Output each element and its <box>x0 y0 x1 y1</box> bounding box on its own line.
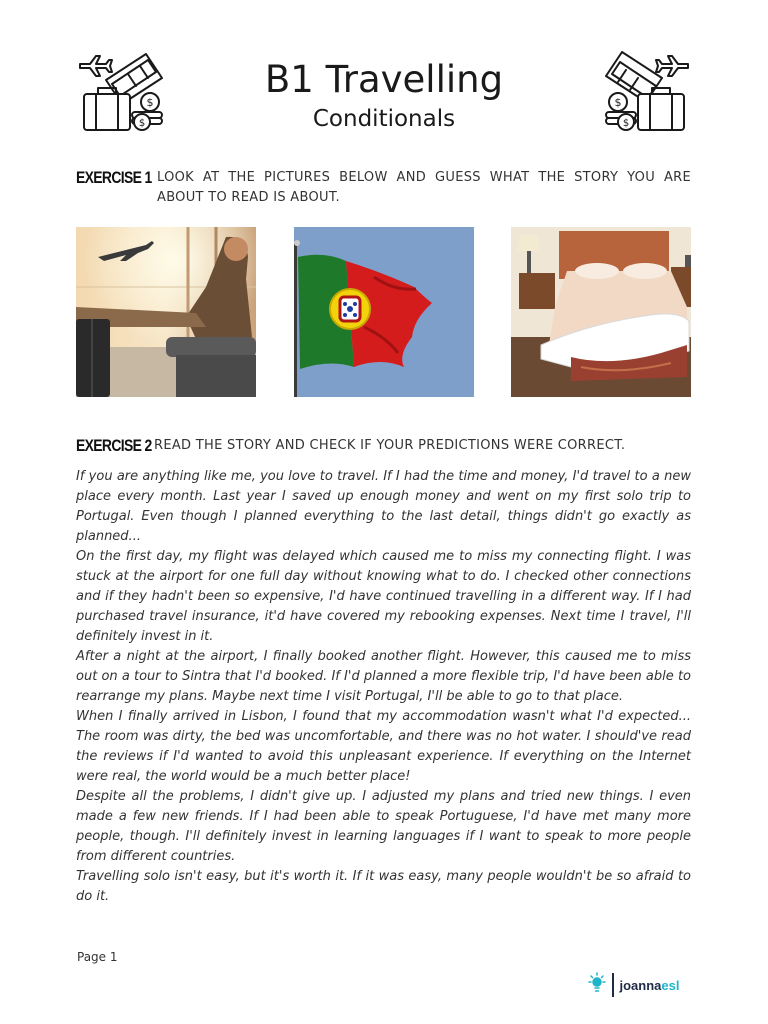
exercise-2-instruction: READ THE STORY AND CHECK IF YOUR PREDICTIONS WERE CORRECT. <box>154 438 626 453</box>
story-paragraph: On the first day, my flight was delayed which caused me to miss my connecting flight. I was stuck at the airport for one full day without knowing what to do. I checked other connections and if they hadn't been so expensive, I'd have continued travelling in a different way. If I had purchased travel insurance, it'd have covered my rebooking expenses. Next time I travel, I'll definitely invest in it. <box>76 549 691 644</box>
page-subtitle: Conditionals <box>312 106 456 132</box>
messy-hotel-bed-photo <box>511 227 691 397</box>
logo-divider <box>612 973 614 997</box>
exercise-1-instruction: LOOK AT THE PICTURES BELOW AND GUESS WHAT THE STORY YOU ARE ABOUT TO READ IS ABOUT. <box>157 170 691 205</box>
exercise-2-label: EXERCISE 2 <box>76 436 152 455</box>
logo-suffix: esl <box>661 977 680 993</box>
svg-text:$: $ <box>138 118 146 129</box>
page-number: Page 1 <box>77 950 118 964</box>
joannaesl-logo <box>586 971 679 999</box>
story-paragraph: Travelling solo isn't easy, but it's worth it. If it was easy, many people wouldn't be so afraid to do it. <box>76 869 691 904</box>
story-paragraph: After a night at the airport, I finally booked another flight. However, this caused me to miss out on a tour to Sintra that I'd booked. If I'd planned a more flexible trip, I'd have been able to rearrange my plans. Maybe next time I visit Portugal, I'll be able to go to that place. <box>76 649 691 704</box>
svg-text:$: $ <box>146 96 154 109</box>
airport-traveller-photo <box>76 227 256 397</box>
svg-text:$: $ <box>614 96 622 109</box>
story-text <box>76 467 691 907</box>
logo-wordmark <box>620 978 680 993</box>
exercise-1-label: EXERCISE 1 <box>76 168 152 187</box>
story-paragraph: If you are anything like me, you love to travel. If I had the time and money, I'd travel to a new place every month. Last year I saved up enough money and went on my first solo trip to Portugal. Even though I planned everything to the last detail, things didn't go exactly as planned... <box>76 469 691 544</box>
exercise-2 <box>76 436 691 456</box>
travel-tickets-suitcase-icon <box>602 50 692 134</box>
lightbulb-icon <box>586 972 608 998</box>
logo-prefix: joanna <box>619 977 662 993</box>
portugal-flag-photo <box>294 227 474 397</box>
exercise-1 <box>76 168 691 208</box>
story-paragraph: When I finally arrived in Lisbon, I found that my accommodation wasn't what I'd expected... The room was dirty, the bed was uncomfortable, and there was no hot water. I should've read the reviews if I'd wanted to avoid this unpleasant experience. If everything on the Internet were real, the world would be a much better place! <box>76 709 691 784</box>
svg-text:$: $ <box>622 118 630 129</box>
story-paragraph: Despite all the problems, I didn't give up. I adjusted my plans and tried new things. I even made a few new friends. If I had been able to speak Portuguese, I'd have met many more people, though. I'll definitely invest in learning languages if I want to speak to more people from different countries. <box>76 789 691 864</box>
page-title: B1 Travelling <box>264 58 504 101</box>
